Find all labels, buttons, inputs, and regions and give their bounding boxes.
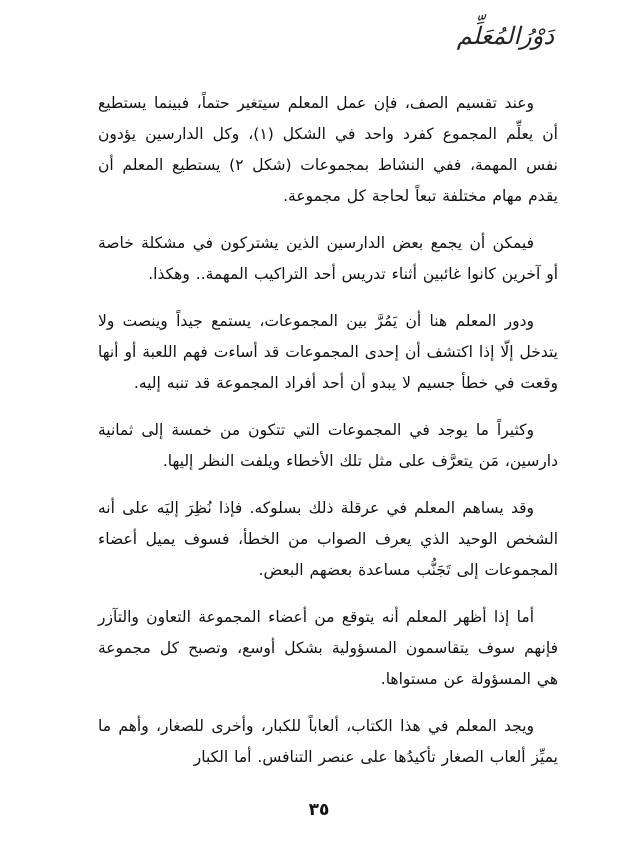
paragraph-2: فيمكن أن يجمع بعض الدارسين الذين يشتركون في مشكلة خاصة أو آخرين كانوا غائبين أثناء تدريس أحد التراكيب المهمة.. وهكذا.: [98, 234, 558, 283]
paragraph-3: ودور المعلم هنا أن يَمُرَّ بين المجموعات، يستمع جيداً وينصت ولا يتدخل إلّا إذا اكتشف أن إحدى المجموعات قد أساءت فهم اللعبة أو أنها وقعت في خطأ جسيم لا يبدو أن أحد أفراد المجموعة قد تنبه إليه.: [98, 312, 558, 392]
paragraph-1: وعند تقسيم الصف، فإن عمل المعلم سيتغير حتماً، فبينما يستطيع أن يعلِّم المجموع كفرد واحد في الشكل (١)، وكل الدارسين يؤدون نفس المهمة، ففي النشاط بمجموعات (شكل ٢) يستطيع المعلم أن يقدم مهام مختلفة تبعاً لحاجة كل مجموعة.: [98, 94, 558, 205]
page-number: ٣٥: [308, 800, 330, 820]
paragraph-5: وقد يساهم المعلم في عرقلة ذلك بسلوكه. فإذا نُظِرَ إليَه على أنه الشخص الوحيد الذي يعرف الصواب من الخطأ، فسوف يميل أعضاء المجموعات إلى تَجَنُّب مساعدة بعضهم البعض.: [98, 499, 558, 579]
page-body: [98, 88, 558, 789]
paragraph-7: ويجد المعلم في هذا الكتاب، ألعاباً للكبار، وأخرى للصغار، وأهم ما يميِّز ألعاب الصغار تأكيدُها على عنصر التنافس. أما الكبار: [98, 717, 558, 766]
paragraph-6: أما إذا أظهر المعلم أنه يتوقع من أعضاء المجموعة التعاون والتآزر فإنهم سوف يتقاسمون المسؤولية بشكل أوسع، وتصبح كل مجموعة هي المسؤولة عن مستواها.: [98, 608, 558, 688]
running-head-title: دَوْرُالمُعَلِّم: [456, 22, 554, 50]
paragraph-4: وكثيراً ما يوجد في المجموعات التي تتكون من خمسة إلى ثمانية دارسين، مَن يتعرَّف على مثل تلك الأخطاء ويلفت النظر إليها.: [98, 421, 558, 470]
